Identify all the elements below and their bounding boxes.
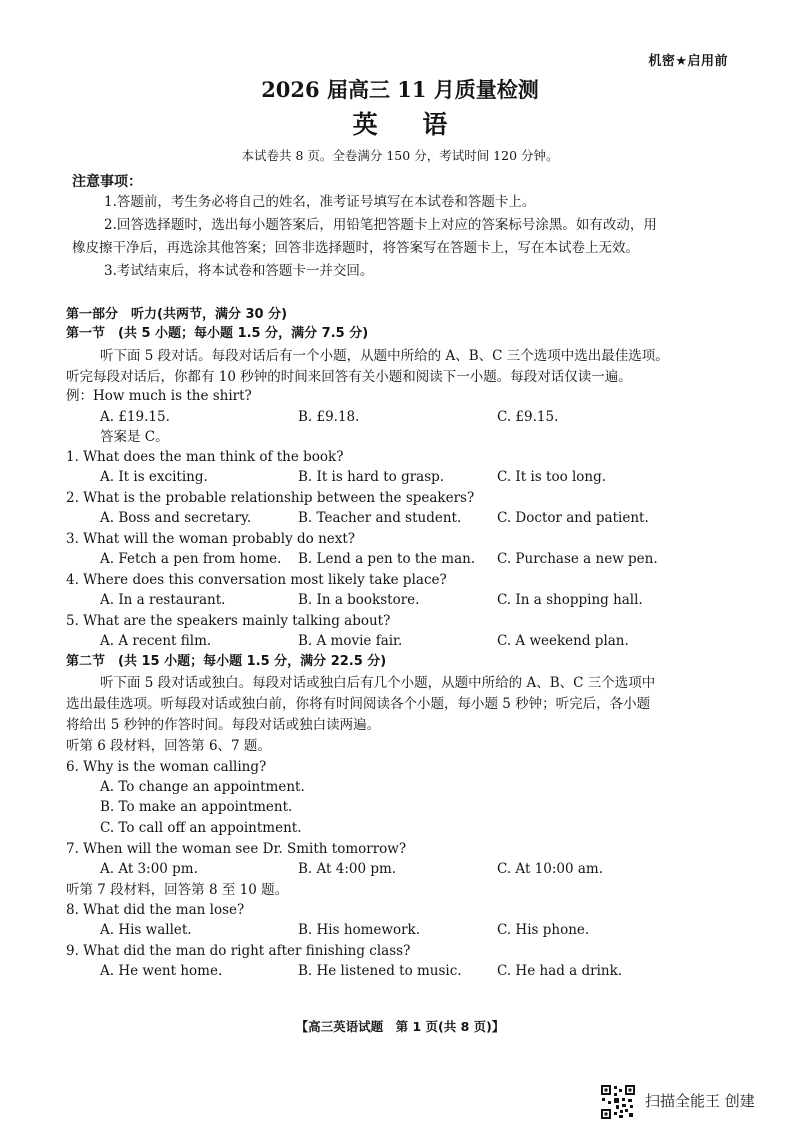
q8-option-a: A. His wallet. bbox=[100, 922, 192, 938]
material-6-label: 听第 6 段材料，回答第 6、7 题。 bbox=[66, 738, 271, 754]
q7-option-c: C. At 10:00 am. bbox=[497, 861, 603, 877]
section1-directions: 听完每段对话后，你都有 10 秒钟的时间来回答有关小题和阅读下一小题。每段对话仅读一遍。 bbox=[66, 369, 632, 385]
question-9: 9. What did the man do right after finishing class? bbox=[66, 943, 411, 959]
q6-option-a: A. To change an appointment. bbox=[100, 779, 305, 795]
question-4: 4. Where does this conversation most likely take place? bbox=[66, 572, 447, 588]
question-1: 1. What does the man think of the book? bbox=[66, 449, 344, 465]
example-option-c: C. £9.15. bbox=[497, 409, 559, 425]
q4-option-c: C. In a shopping hall. bbox=[497, 592, 643, 608]
subject-title: 英 语 bbox=[352, 110, 466, 139]
q7-option-b: B. At 4:00 pm. bbox=[298, 861, 397, 877]
q2-option-c: C. Doctor and patient. bbox=[497, 510, 649, 526]
notice-heading: 注意事项： bbox=[72, 174, 142, 190]
notice-item: 3.考试结束后，将本试卷和答题卡一并交回。 bbox=[104, 263, 374, 279]
q1-option-b: B. It is hard to grasp. bbox=[298, 469, 445, 485]
q1-option-c: C. It is too long. bbox=[497, 469, 607, 485]
question-6: 6. Why is the woman calling? bbox=[66, 759, 267, 775]
q5-option-c: C. A weekend plan. bbox=[497, 633, 629, 649]
section1-title: 第一节 (共 5 小题；每小题 1.5 分，满分 7.5 分) bbox=[66, 326, 369, 341]
q5-option-b: B. A movie fair. bbox=[298, 633, 403, 649]
example-answer: 答案是 C。 bbox=[100, 429, 169, 445]
q5-option-a: A. A recent film. bbox=[100, 633, 212, 649]
q9-option-c: C. He had a drink. bbox=[497, 963, 623, 979]
exam-intro: 本试卷共 8 页。全卷满分 150 分，考试时间 120 分钟。 bbox=[241, 148, 559, 163]
q3-option-b: B. Lend a pen to the man. bbox=[298, 551, 476, 567]
q9-option-a: A. He went home. bbox=[100, 963, 223, 979]
section2-directions: 听下面 5 段对话或独白。每段对话或独白后有几个小题，从题中所给的 A、B、C 三个选项中 bbox=[100, 675, 656, 691]
scanner-watermark: 扫描全能王 创建 bbox=[645, 1092, 755, 1110]
q9-option-b: B. He listened to music. bbox=[298, 963, 462, 979]
q8-option-b: B. His homework. bbox=[298, 922, 421, 938]
notice-item: 2.回答选择题时，选出每小题答案后，用铅笔把答题卡上对应的答案标号涂黑。如有改动，用 bbox=[104, 217, 657, 233]
question-3: 3. What will the woman probably do next? bbox=[66, 531, 356, 547]
q2-option-a: A. Boss and secretary. bbox=[100, 510, 252, 526]
q3-option-a: A. Fetch a pen from home. bbox=[100, 551, 282, 567]
q8-option-c: C. His phone. bbox=[497, 922, 590, 938]
q2-option-b: B. Teacher and student. bbox=[298, 510, 462, 526]
question-5: 5. What are the speakers mainly talking about? bbox=[66, 613, 391, 629]
exam-title: 2026 届高三 11 月质量检测 bbox=[261, 77, 539, 102]
question-2: 2. What is the probable relationship between the speakers? bbox=[66, 490, 475, 506]
q4-option-a: A. In a restaurant. bbox=[100, 592, 226, 608]
example-option-b: B. £9.18. bbox=[298, 409, 360, 425]
q7-option-a: A. At 3:00 pm. bbox=[100, 861, 198, 877]
q4-option-b: B. In a bookstore. bbox=[298, 592, 420, 608]
question-8: 8. What did the man lose? bbox=[66, 902, 245, 918]
section1-directions: 听下面 5 段对话。每段对话后有一个小题，从题中所给的 A、B、C 三个选项中选出最佳选项。 bbox=[100, 348, 669, 364]
qr-code-icon bbox=[600, 1084, 636, 1120]
material-7-label: 听第 7 段材料，回答第 8 至 10 题。 bbox=[66, 882, 289, 898]
q6-option-c: C. To call off an appointment. bbox=[100, 820, 302, 836]
q1-option-a: A. It is exciting. bbox=[100, 469, 208, 485]
example-option-a: A. £19.15. bbox=[100, 409, 170, 425]
question-7: 7. When will the woman see Dr. Smith tomorrow? bbox=[66, 841, 407, 857]
section2-title: 第二节 (共 15 小题；每小题 1.5 分，满分 22.5 分) bbox=[66, 654, 387, 669]
section2-directions: 选出最佳选项。听每段对话或独白前，你将有时间阅读各个小题，每小题 5 秒钟；听完后，各小题 bbox=[66, 696, 651, 712]
part1-title: 第一部分 听力(共两节，满分 30 分) bbox=[66, 307, 288, 322]
notice-item: 1.答题前，考生务必将自己的姓名，准考证号填写在本试卷和答题卡上。 bbox=[104, 194, 536, 210]
page-footer: 【高三英语试题 第 1 页(共 8 页)】 bbox=[295, 1019, 505, 1034]
q6-option-b: B. To make an appointment. bbox=[100, 799, 293, 815]
section2-directions: 将给出 5 秒钟的作答时间。每段对话或独白读两遍。 bbox=[66, 717, 381, 733]
notice-item: 橡皮擦干净后，再选涂其他答案；回答非选择题时，将答案写在答题卡上，写在本试卷上无效。 bbox=[72, 240, 639, 256]
q3-option-c: C. Purchase a new pen. bbox=[497, 551, 658, 567]
confidential-label: 机密★启用前 bbox=[648, 54, 728, 69]
example-question: 例：How much is the shirt? bbox=[66, 388, 252, 404]
